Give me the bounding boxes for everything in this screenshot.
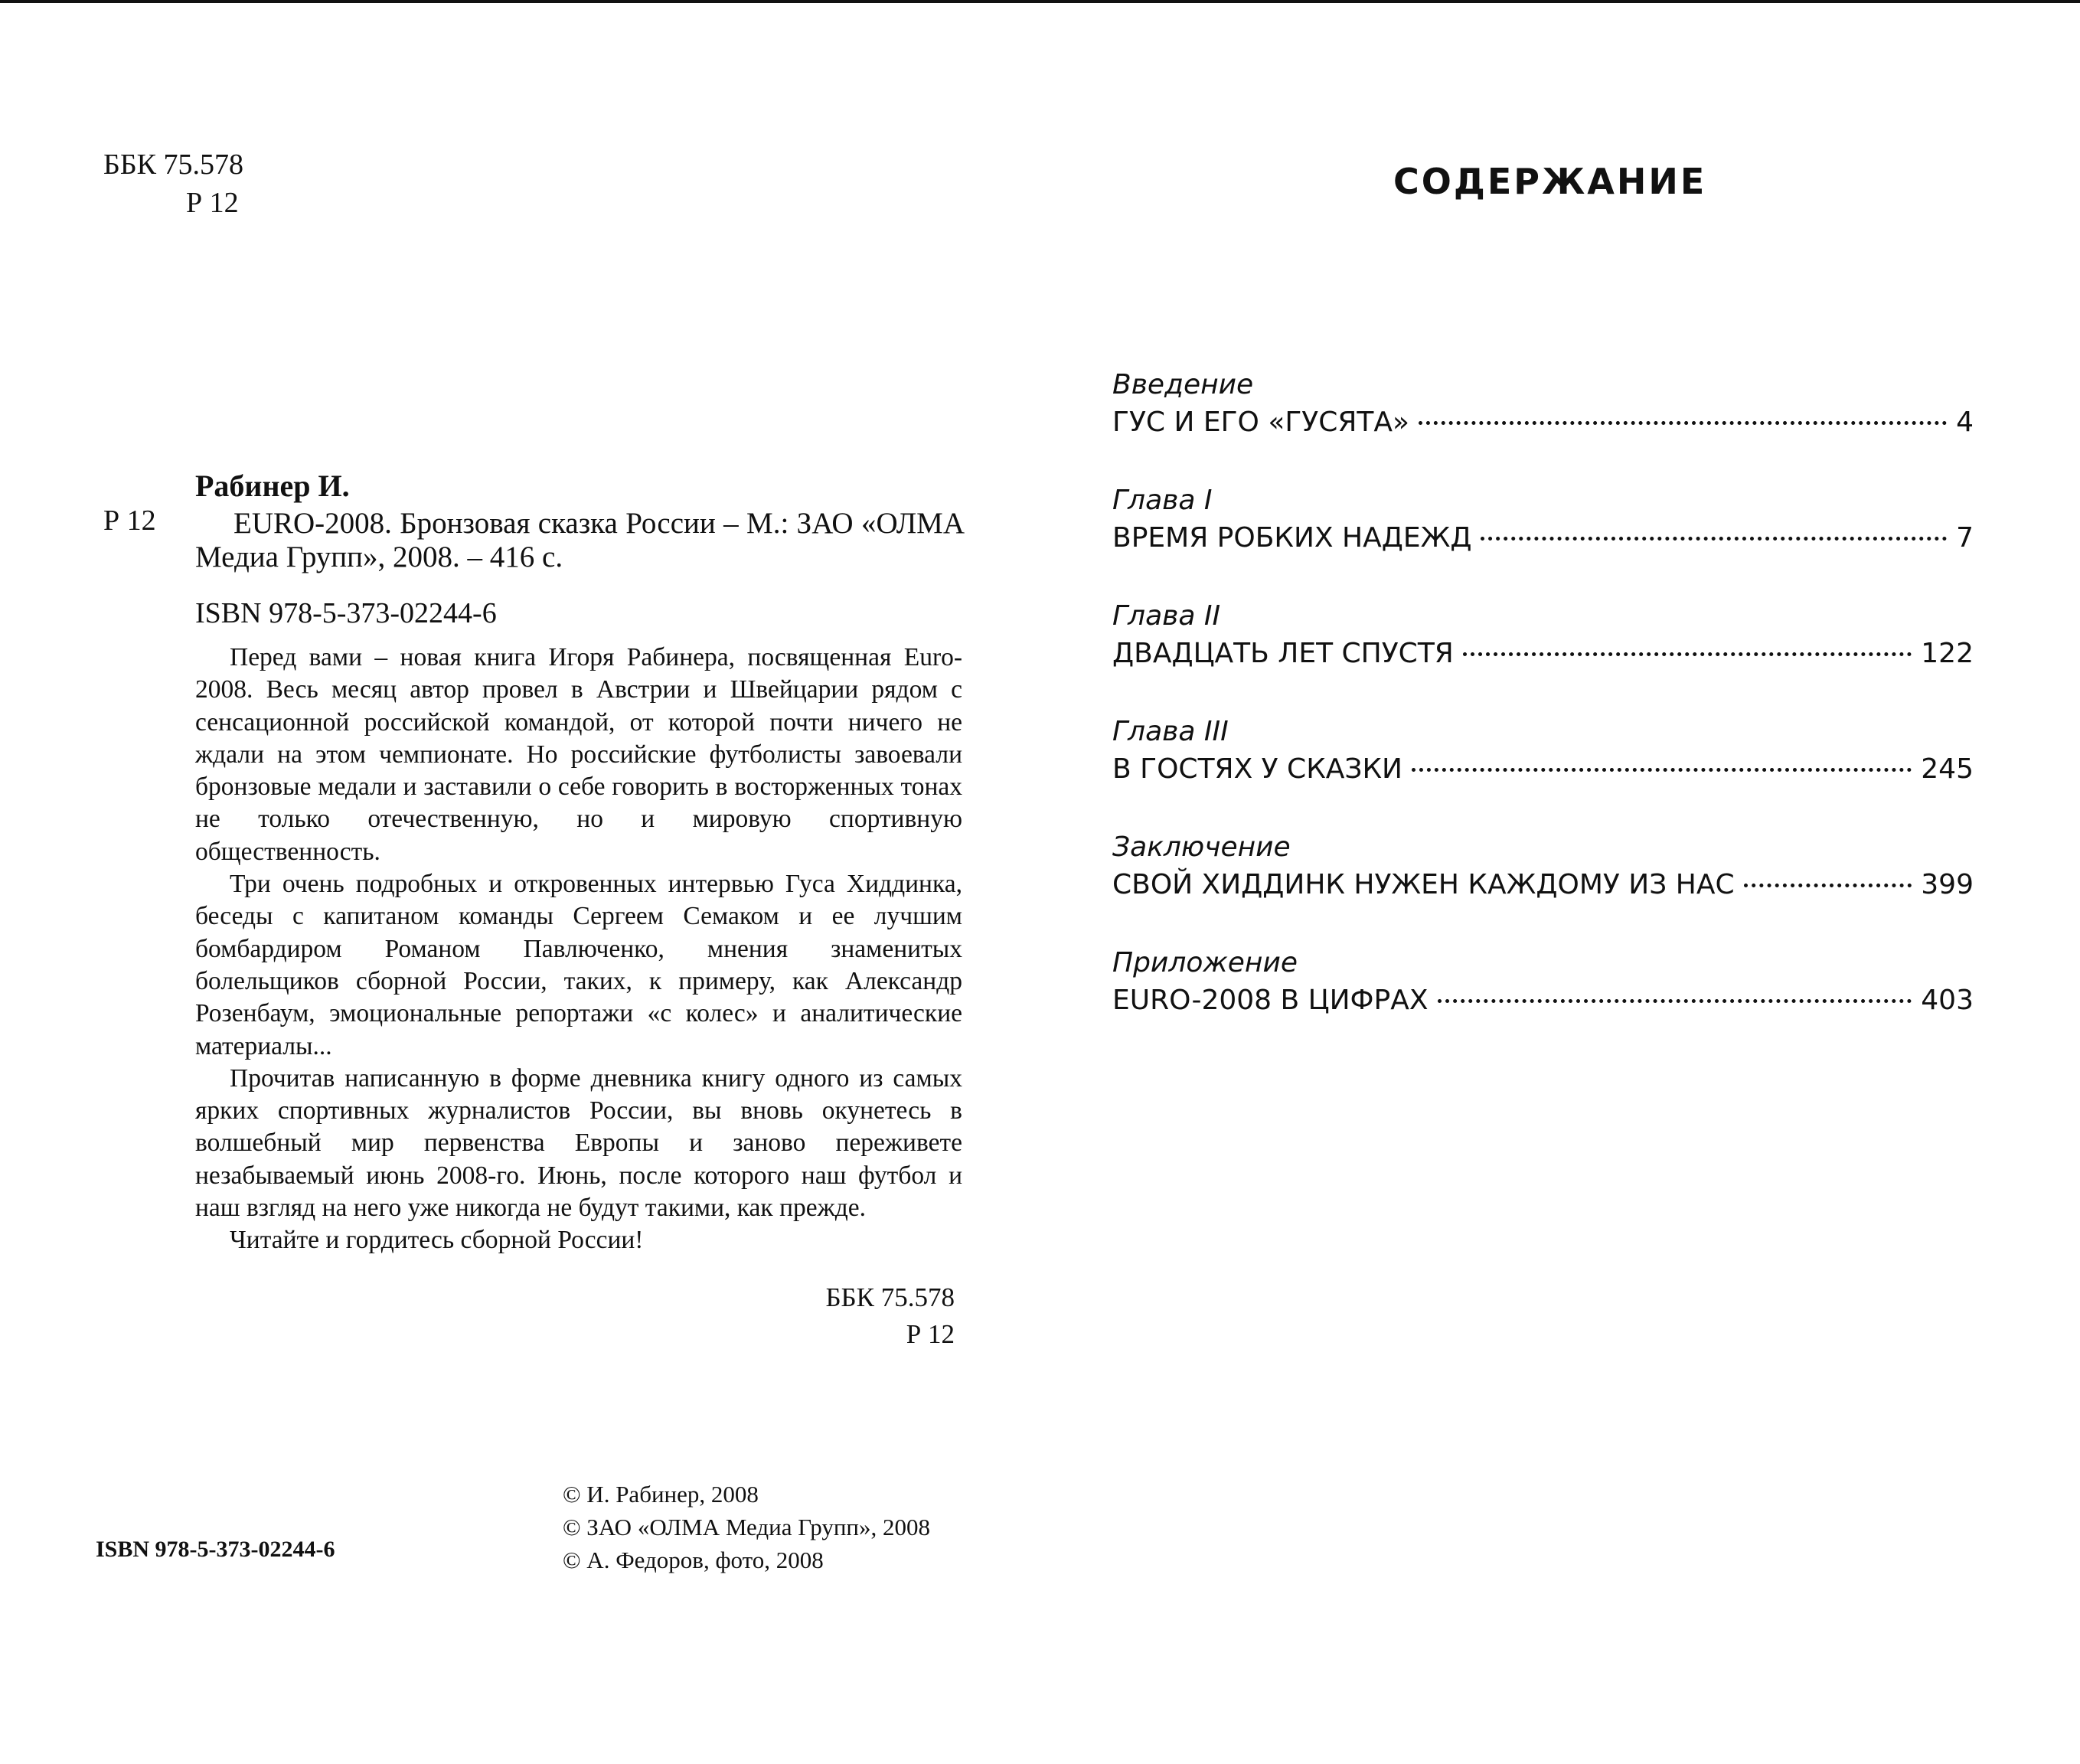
toc-title: ДВАДЦАТЬ ЛЕТ СПУСТЯ: [1112, 638, 1454, 669]
annotation-paragraph: Читайте и гордитесь сборной России!: [230, 1226, 644, 1255]
toc-entry[interactable]: [1112, 714, 1974, 830]
copyright-list: [563, 1478, 930, 1576]
toc-leader-dots: [1412, 768, 1912, 772]
toc-page-number: 7: [1956, 522, 1974, 554]
toc-title: СВОЙ ХИДДИНК НУЖЕН КАЖДОМУ ИЗ НАС: [1112, 869, 1735, 900]
toc-page-number: 122: [1921, 638, 1974, 669]
toc-leader-dots: [1481, 537, 1947, 541]
isbn: ISBN 978-5-373-02244-6: [195, 597, 497, 629]
toc-page-number: 399: [1921, 869, 1974, 900]
toc-leader-dots: [1438, 999, 1912, 1003]
isbn-bottom: ISBN 978-5-373-02244-6: [96, 1537, 335, 1562]
toc-list: [1112, 368, 1974, 1061]
toc-chapter-label: Заключение: [1112, 831, 1291, 863]
toc-page-number: 403: [1921, 985, 1974, 1016]
toc-entry[interactable]: [1112, 368, 1974, 483]
author-name: Рабинер И.: [195, 469, 350, 503]
toc-title: EURO-2008 В ЦИФРАХ: [1112, 985, 1429, 1016]
bbk-index: ББК 75.578: [103, 149, 243, 181]
toc-chapter-label: Глава II: [1112, 600, 1221, 632]
toc-title: В ГОСТЯХ У СКАЗКИ: [1112, 753, 1402, 785]
annotation-paragraph: Прочитав написанную в форме дневника книгу одного из самых ярких спортивных журналистов России, вы вновь окунетесь в волшебный мир первенства Европы и заново переживете незабываемый июнь 2008-го. Июнь, после которого наш футбол и наш взгляд на него уже никогда не будут такими, как прежде.: [195, 1063, 962, 1223]
toc-entry[interactable]: [1112, 830, 1974, 946]
toc-leader-dots: [1419, 421, 1947, 425]
annotation-paragraph: Перед вами – новая книга Игоря Рабинера, посвященная Euro-2008. Весь месяц автор провел в Австрии и Швейцарии рядом с сенсационной российской командой, от которой почти ничего не ждали на этом чемпионате. Но российские футболисты завоевали бронзовые медали и заставили о себе говорить в восторженных тонах не только отечественную, но и мировую спортивную общественность.: [195, 643, 962, 866]
toc-page-number: 245: [1921, 753, 1974, 785]
toc-leader-dots: [1463, 652, 1912, 656]
copyright-line: © И. Рабинер, 2008: [563, 1481, 759, 1508]
top-border: [0, 0, 2080, 3]
toc-chapter-label: Введение: [1112, 369, 1254, 400]
toc-leader-dots: [1744, 884, 1912, 887]
toc-entry[interactable]: [1112, 946, 1974, 1061]
author-code: Р 12: [103, 505, 156, 537]
annotation-paragraph: Три очень подробных и откровенных интервью Гуса Хиддинка, беседы с капитаном команды Сергеем Семаком и ее лучшим бомбардиром Романом Павлюченко, мнения знаменитых болельщиков сборной России, таких, к примеру, как Александр Розенбаум, эмоциональные репортажи «с колес» и аналитические материалы...: [195, 870, 962, 1060]
annotation: [195, 642, 962, 1257]
bbk-bottom-index: ББК 75.578: [825, 1282, 955, 1312]
toc-chapter-label: Глава III: [1112, 716, 1229, 747]
toc-entry[interactable]: [1112, 483, 1974, 599]
bibliographic-description: EURO-2008. Бронзовая сказка России – М.: ЗАО «ОЛМА Медиа Групп», 2008. – 416 с.: [195, 507, 965, 573]
copyright-line: © А. Федоров, фото, 2008: [563, 1547, 824, 1573]
contents-title: СОДЕРЖАНИЕ: [1393, 161, 1707, 202]
copyright-line: © ЗАО «ОЛМА Медиа Групп», 2008: [563, 1514, 931, 1540]
toc-chapter-label: Приложение: [1112, 947, 1298, 978]
toc-title: ГУС И ЕГО «ГУСЯТА»: [1112, 407, 1410, 438]
toc-entry[interactable]: [1112, 599, 1974, 714]
bbk-bottom-code: Р 12: [906, 1319, 955, 1349]
toc-page-number: 4: [1956, 407, 1974, 438]
toc-title: ВРЕМЯ РОБКИХ НАДЕЖД: [1112, 522, 1472, 554]
bbk-code: Р 12: [186, 187, 239, 219]
toc-chapter-label: Глава I: [1112, 485, 1213, 516]
